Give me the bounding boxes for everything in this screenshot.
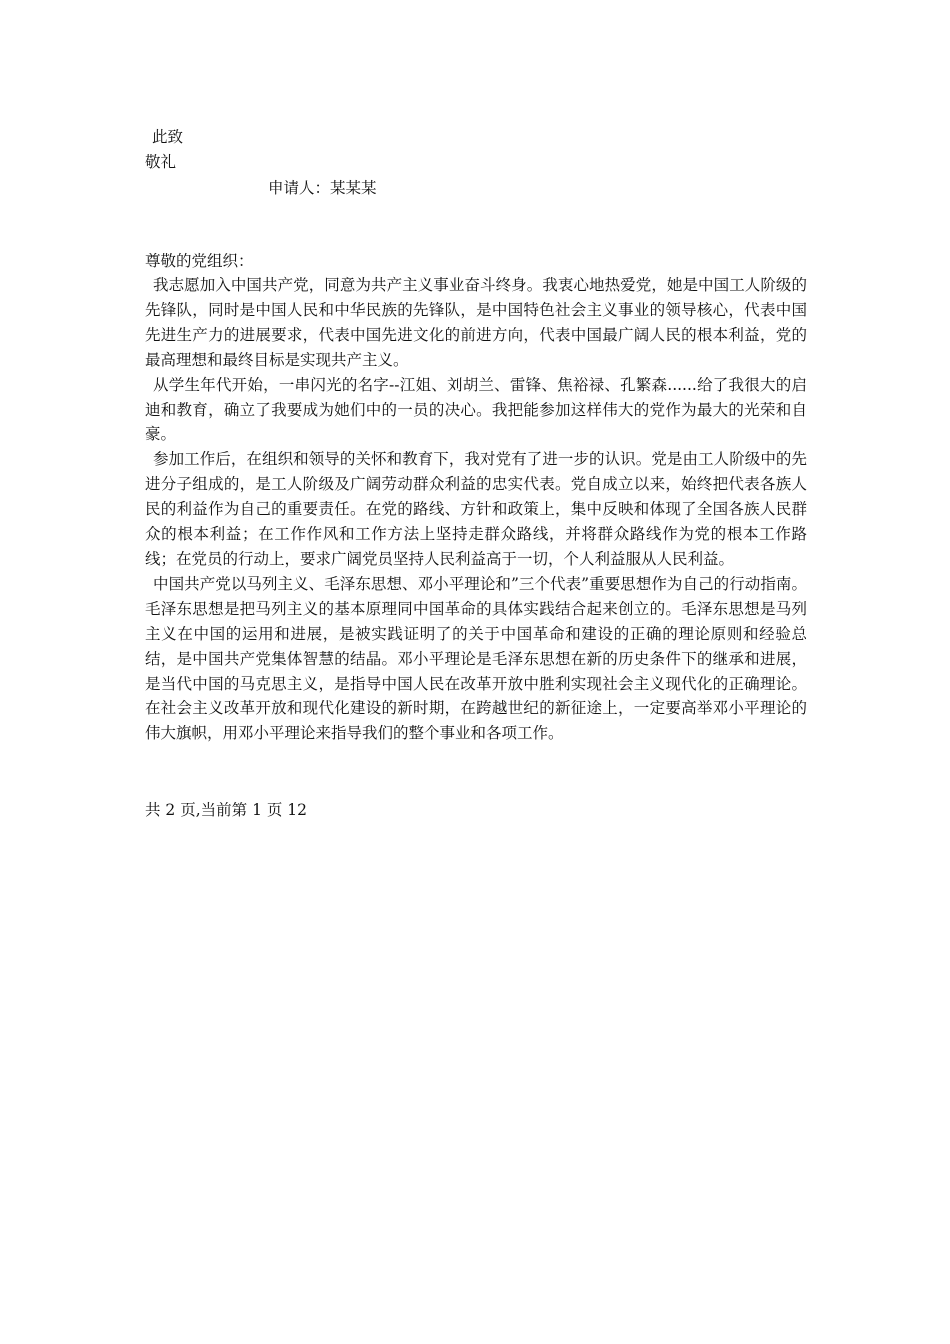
letter-body [145, 273, 807, 746]
closing-cizhi: 此致 [152, 128, 184, 146]
closing-jingli: 敬礼 [145, 153, 177, 171]
paragraph: 参加工作后，在组织和领导的关怀和教育下，我对党有了进一步的认识。党是由工人阶级中的先进分子组成的，是工人阶级及广阔劳动群众利益的忠实代表。党自成立以来，始终把代表各族人民的利益作为自己的重要责任。在党的路线、方针和政策上，集中反映和体现了全国各族人民群众的根本利益；在工作作风和工作方法上坚持走群众路线，并将群众路线作为党的根本工作路线；在党员的行动上，要求广阔党员坚持人民利益高于一切，个人利益服从人民利益。 [145, 450, 807, 568]
paragraph: 中国共产党以马列主义、毛泽东思想、邓小平理论和”三个代表”重要思想作为自己的行动指南。毛泽东思想是把马列主义的基本原理同中国革命的具体实践结合起来创立的。毛泽东思想是马列主义在中国的运用和进展，是被实践证明了的关于中国革命和建设的正确的理论原则和经验总结，是中国共产党集体智慧的结晶。邓小平理论是毛泽东思想在新的历史条件下的继承和进展，是当代中国的马克思主义，是指导中国人民在改革开放中胜利实现社会主义现代化的正确理论。在社会主义改革开放和现代化建设的新时期，在跨越世纪的新征途上，一定要高举邓小平理论的伟大旗帜，用邓小平理论来指导我们的整个事业和各项工作。 [145, 574, 807, 743]
letter-salutation: 尊敬的党组织： [145, 252, 254, 270]
page-indicator: 共 2 页,当前第 1 页 12 [145, 801, 308, 819]
paragraph: 从学生年代开始，一串闪光的名字--江姐、刘胡兰、雷锋、焦裕禄、孔繁森......给了我很大的启迪和教育，确立了我要成为她们中的一员的决心。我把能参加这样伟大的党作为最大的光荣和自豪。 [145, 375, 807, 444]
paragraph: 我志愿加入中国共产党，同意为共产主义事业奋斗终身。我衷心地热爱党，她是中国工人阶级的先锋队，同时是中国人民和中华民族的先锋队，是中国特色社会主义事业的领导核心，代表中国先进生产力的进展要求，代表中国先进文化的前进方向，代表中国最广阔人民的根本利益，党的最高理想和最终目标是实现共产主义。 [145, 276, 807, 369]
applicant-signature: 申请人：某某某 [268, 179, 377, 197]
